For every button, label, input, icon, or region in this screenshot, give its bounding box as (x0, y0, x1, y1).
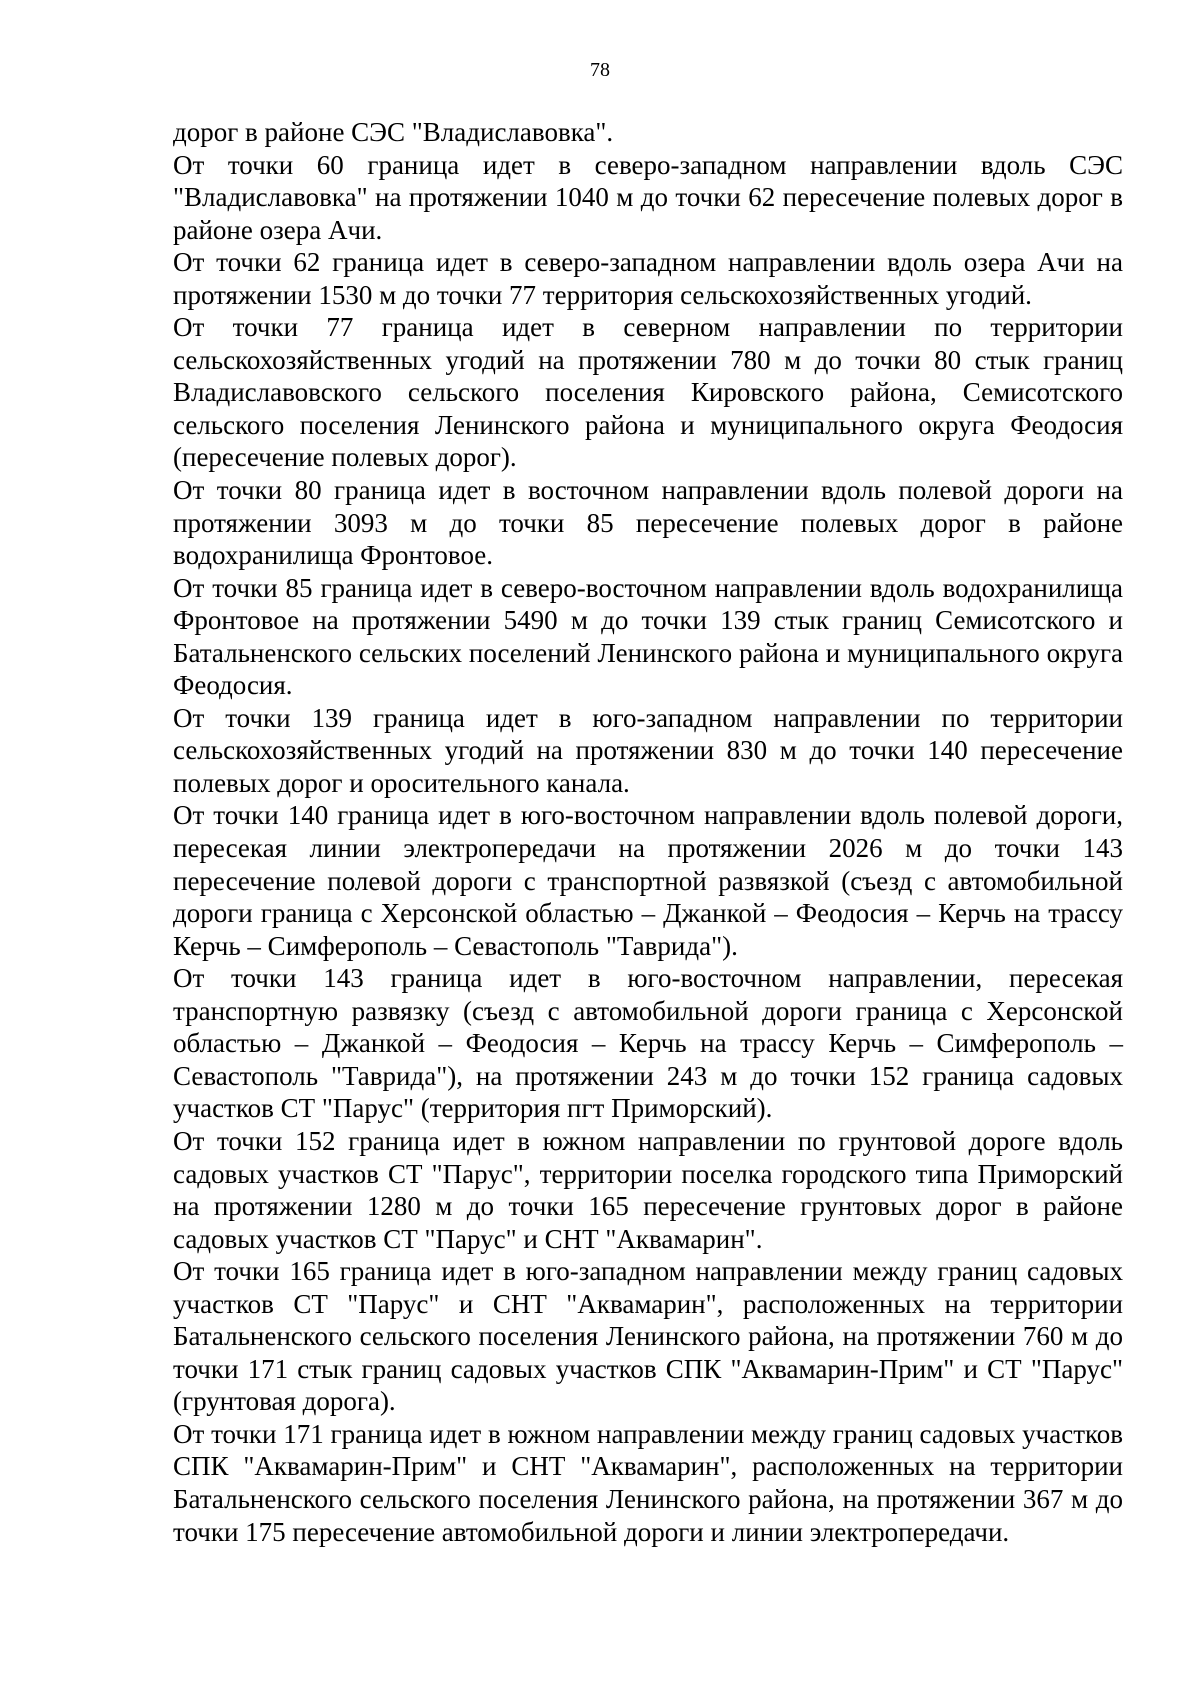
paragraph: дорог в районе СЭС "Владиславовка". (173, 117, 614, 147)
paragraph: От точки 143 граница идет в юго-восточном направлении, пересекая транспортную развязку (съезд с автомобильной дороги граница с Херсонской областью – Джанкой – Феодосия – Керчь на трассу Керчь – Симферополь – Севастополь "Таврида"), на протяжении 243 м до точки 152 граница садовых участков СТ "Парус" (территория пгт Приморский). (173, 963, 1123, 1124)
page-number: 78 (590, 59, 610, 81)
paragraph: От точки 140 граница идет в юго-восточном направлении вдоль полевой дороги, пересекая линии электропередачи на протяжении 2026 м до точки 143 пересечение полевой дороги с транспортной развязкой (съезд с автомобильной дороги граница с Херсонской областью – Джанкой – Феодосия – Керчь на трассу Керчь – Симферополь – Севастополь "Таврида"). (173, 800, 1123, 961)
document-body (173, 116, 1123, 1548)
paragraph: От точки 60 граница идет в северо-западном направлении вдоль СЭС "Владиславовка" на протяжении 1040 м до точки 62 пересечение полевых дорог в районе озера Ачи. (173, 149, 1123, 245)
paragraph: От точки 77 граница идет в северном направлении по территории сельскохозяйственных угодий на протяжении 780 м до точки 80 стык границ Владиславовского сельского поселения Кировского района, Семисотского сельского поселения Ленинского района и муниципального округа Феодосия (пересечение полевых дорог). (173, 312, 1123, 473)
paragraph: От точки 85 граница идет в северо-восточном направлении вдоль водохранилища Фронтовое на протяжении 5490 м до точки 139 стык границ Семисотского и Батальненского сельских поселений Ленинского района и муниципального округа Феодосия. (173, 572, 1123, 701)
paragraph: От точки 152 граница идет в южном направлении по грунтовой дороге вдоль садовых участков СТ "Парус", территории поселка городского типа Приморский на протяжении 1280 м до точки 165 пересечение грунтовых дорог в районе садовых участков СТ "Парус" и СНТ "Аквамарин". (173, 1125, 1123, 1254)
paragraph: От точки 80 граница идет в восточном направлении вдоль полевой дороги на протяжении 3093 м до точки 85 пересечение полевых дорог в районе водохранилища Фронтовое. (173, 475, 1123, 571)
paragraph: От точки 139 граница идет в юго-западном направлении по территории сельскохозяйственных угодий на протяжении 830 м до точки 140 пересечение полевых дорог и оросительного канала. (173, 702, 1123, 798)
paragraph: От точки 165 граница идет в юго-западном направлении между границ садовых участков СТ "Парус" и СНТ "Аквамарин", расположенных на территории Батальненского сельского поселения Ленинского района, на протяжении 760 м до точки 171 стык границ садовых участков СПК "Аквамарин-Прим" и СТ "Парус" (грунтовая дорога). (173, 1256, 1123, 1417)
paragraph: От точки 171 граница идет в южном направлении между границ садовых участков СПК "Аквамарин-Прим" и СНТ "Аквамарин", расположенных на территории Батальненского сельского поселения Ленинского района, на протяжении 367 м до точки 175 пересечение автомобильной дороги и линии электропередачи. (173, 1418, 1123, 1547)
paragraph: От точки 62 граница идет в северо-западном направлении вдоль озера Ачи на протяжении 1530 м до точки 77 территория сельскохозяйственных угодий. (173, 247, 1123, 310)
